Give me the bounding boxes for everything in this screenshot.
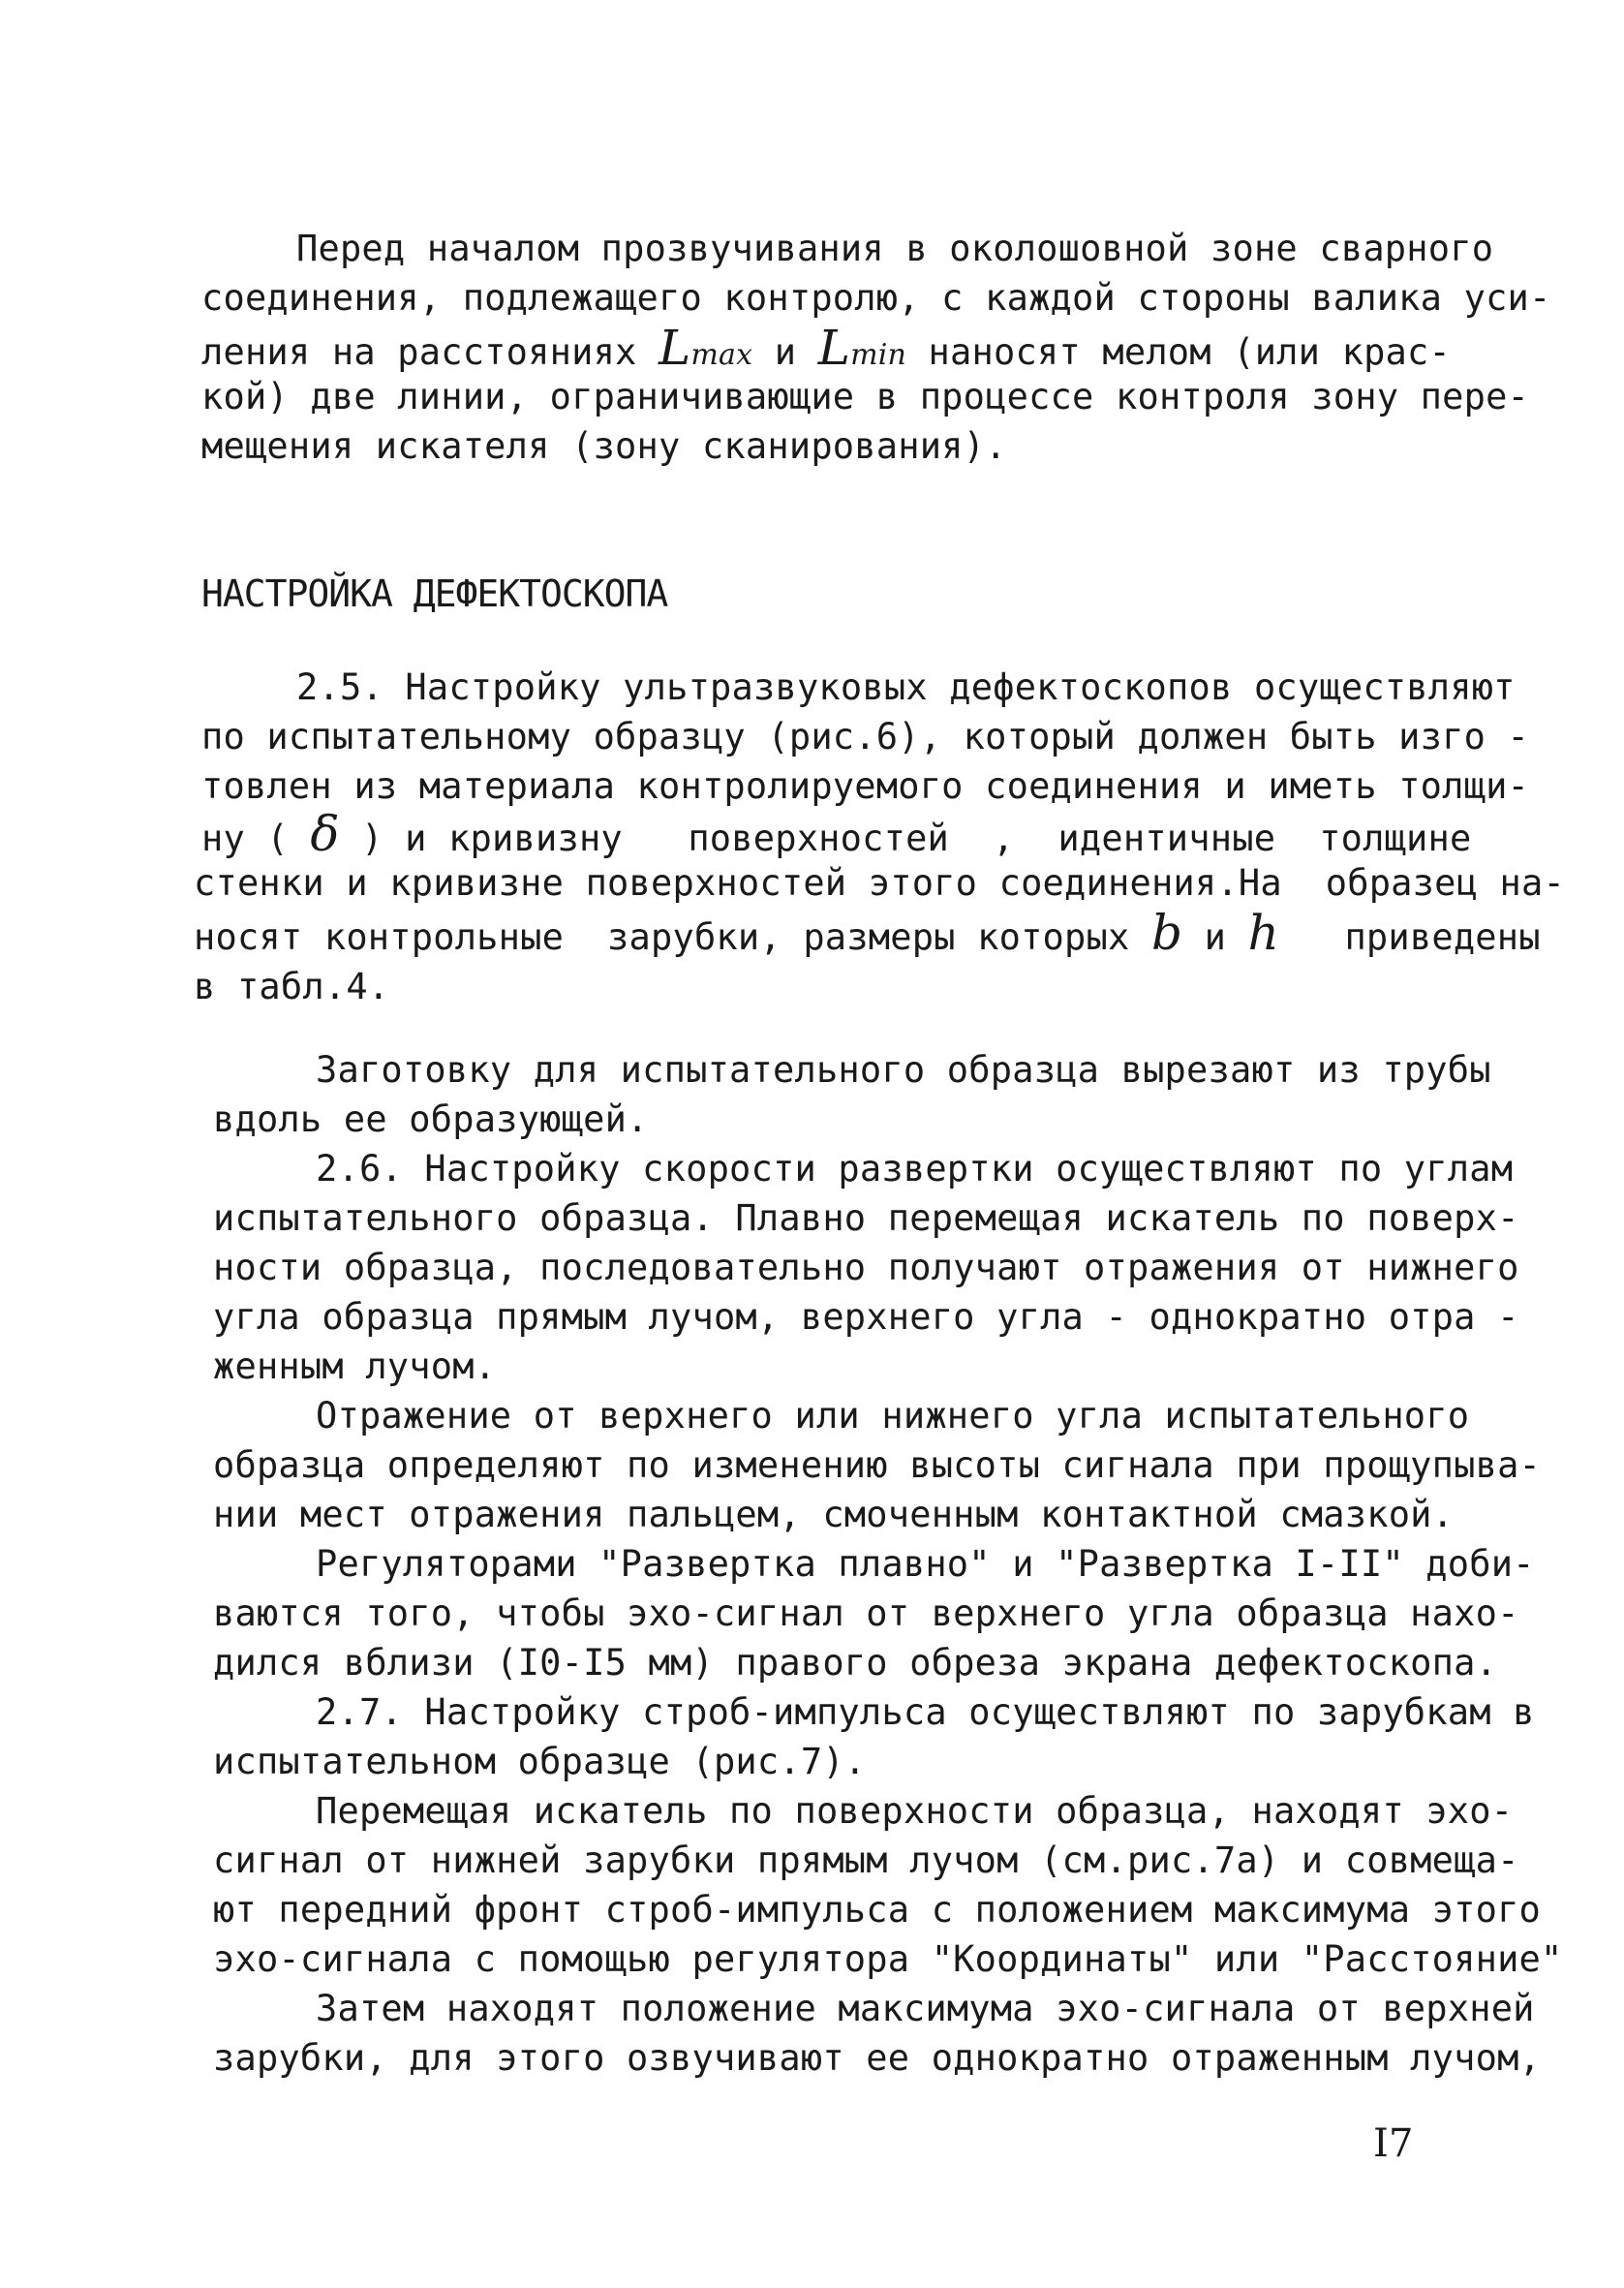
- text-line: Перемещая искатель по поверхности образца, находят эхо-: [316, 1790, 1514, 1832]
- text-line: сигнал от нижней зарубки прямым лучом (см.рис.7а) и совмеща-: [213, 1840, 1519, 1881]
- text-line: носят контрольные зарубки, размеры которых b и h приведены: [194, 905, 1541, 961]
- text-line: Регуляторами "Развертка плавно" и "Развертка I-II" доби-: [316, 1543, 1535, 1585]
- text-line: в табл.4.: [194, 966, 390, 1007]
- math-symbol-b: b: [1150, 905, 1183, 961]
- math-symbol-h: h: [1247, 905, 1280, 961]
- text-line: нии мест отражения пальцем, смоченным контактной смазкой.: [213, 1494, 1455, 1535]
- text-line: женным лучом.: [213, 1345, 497, 1387]
- text-line: по испытательному образцу (рис.6), который должен быть изго -: [201, 716, 1530, 758]
- text-line: испытательного образца. Плавно перемещая искатель по поверх-: [213, 1197, 1519, 1239]
- text-line: 2.5. Настройку ультразвуковых дефектоскопов осуществляют: [296, 666, 1516, 708]
- text-line: товлен из материала контролируемого соединения и иметь толщи-: [201, 765, 1530, 807]
- page-number: I7: [1373, 2121, 1414, 2166]
- text-line: 2.7. Настройку строб-импульса осуществляют по зарубкам в: [316, 1691, 1535, 1733]
- math-subscript: max: [690, 338, 753, 372]
- text-line: ления на расстояниях Lmax и Lmin наносят мелом (или крас-: [201, 320, 1451, 376]
- text-line: угла образца прямым лучом, верхнего угла - однократно отра -: [213, 1296, 1519, 1338]
- text-line: ют передний фронт строб-импульса с положением максимума этого: [213, 1889, 1542, 1931]
- text-line: 2.6. Настройку скорости развертки осуществляют по углам: [316, 1148, 1514, 1190]
- math-symbol-delta: δ: [310, 806, 340, 862]
- text-line: ну ( δ ) и кривизну поверхностей , идентичные толщине: [201, 806, 1472, 862]
- text-line: вдоль ее образующей.: [213, 1098, 649, 1140]
- text-line: ности образца, последовательно получают отражения от нижнего: [213, 1247, 1519, 1288]
- text-line: Перед началом прозвучивания в околошовной зоне сварного: [296, 228, 1494, 269]
- text-line: дился вблизи (I0-I5 мм) правого обреза экрана дефектоскопа.: [213, 1642, 1498, 1684]
- text-line: образца определяют по изменению высоты сигнала при прощупыва-: [213, 1444, 1542, 1486]
- math-symbol-L: L: [659, 320, 691, 376]
- text-line: соединения, подлежащего контролю, с каждой стороны валика уси-: [201, 277, 1551, 319]
- text-line: Заготовку для испытательного образца вырезают из трубы: [316, 1049, 1491, 1091]
- text-line: Отражение от верхнего или нижнего угла испытательного: [316, 1395, 1470, 1437]
- text-line: ваются того, чтобы эхо-сигнал от верхнего угла образца нахо-: [213, 1592, 1519, 1634]
- text-line: мещения искателя (зону сканирования).: [201, 425, 1007, 467]
- text-line: зарубки, для этого озвучивают ее однократно отраженным лучом,: [213, 2037, 1542, 2079]
- text-line: эхо-сигнала с помощью регулятора "Координаты" или "Расстояние": [213, 1938, 1563, 1980]
- text-line: кой) две линии, ограничивающие в процессе контроля зону пере-: [201, 376, 1530, 417]
- math-subscript: min: [850, 338, 907, 372]
- text-line: стенки и кривизне поверхностей этого соединения.На образец на-: [194, 862, 1565, 904]
- section-heading: НАСТРОЙКА ДЕФЕКТОСКОПА: [201, 572, 668, 615]
- text-line: испытательном образце (рис.7).: [213, 1741, 867, 1782]
- text-line: Затем находят положение максимума эхо-сигнала от верхней: [316, 1988, 1535, 2029]
- math-symbol-L: L: [817, 320, 851, 376]
